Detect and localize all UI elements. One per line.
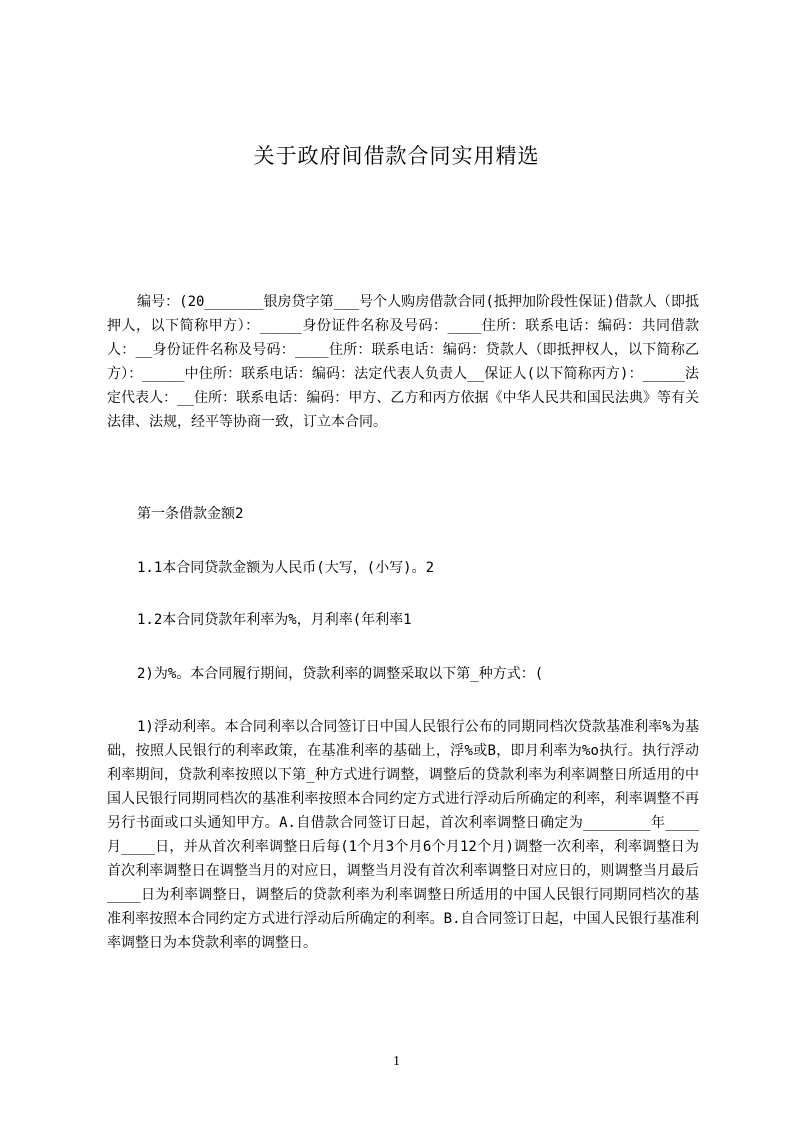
clause-1-1: 1.1本合同贷款金额为人民币(大写，(小写)。2 xyxy=(137,560,434,576)
clause-floating-rate: 1)浮动利率。本合同利率以合同签订日中国人民银行公布的同期同档次贷款基准利率%为基础，按照人民银行的利率政策，在基准利率的基础上，浮%或B，即月利率为%o执行。执行浮动利率期间，贷款利率按照以下第_种方式进行调整，调整后的贷款利率为利率调整日所适用的中国人民银行同期同档次的基准利率按照本合同约定方式进行浮动后所确定的利率，利率调整不再另行书面或口头通知甲方。A.自借款合同签订日起，首次利率调整日确定为________年____月____日，并从首次利率调整日后每(1个月3个月6个月12个月)调整一次利率，利率调整日为首次利率调整日在调整当月的对应日，调整当月没有首次利率调整日对应日的，则调整当月最后____日为利率调整日，调整后的贷款利率为利率调整日所适用的中国人民银行同期同档次的基准利率按照本合同约定方式进行浮动后所确定的利率。B.自合同签订日起，中国人民银行基准利率调整日为本贷款利率的调整日。 xyxy=(107,719,699,951)
article-1-heading: 第一条借款金额2 xyxy=(137,506,244,522)
preamble-paragraph: 编号：(20_______银房贷字第___号个人购房借款合同(抵押加阶段性保证)借款人（即抵押人，以下简称甲方）：_____身份证件名称及号码：____住所：联系电话：编码：共同借款人：__身份证件名称及号码：____住所：联系电话：编码：贷款人（即抵押权人，以下简称乙方）：_____中住所：联系电话：编码：法定代表人负责人__保证人(以下简称丙方)：_____法定代表人：__住所：联系电话：编码：甲方、乙方和丙方依据《中华人民共和国民法典》等有关法律、法规，经平等协商一致，订立本合同。 xyxy=(107,294,699,430)
clause-1-2: 1.2本合同贷款年利率为%，月利率(年利率1 xyxy=(137,612,412,628)
document-title: 关于政府间借款合同实用精选 xyxy=(253,144,540,168)
page-number: 1 xyxy=(393,1054,400,1069)
clause-2: 2)为%。本合同履行期间，贷款利率的调整采取以下第_种方式：( xyxy=(137,666,544,682)
